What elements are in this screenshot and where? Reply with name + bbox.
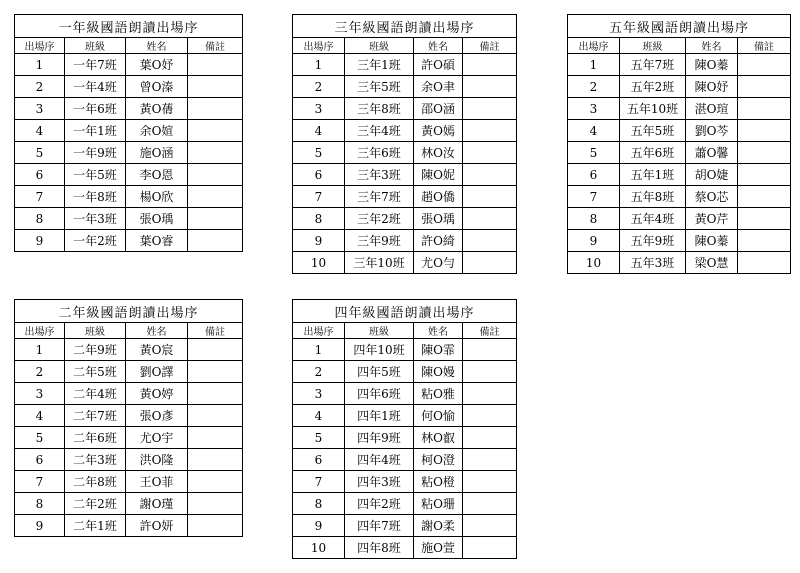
order-header: 出場序 — [15, 323, 65, 339]
name-cell: 李O恩 — [126, 164, 188, 186]
name-cell: 林O叡 — [414, 427, 463, 449]
class-cell: 五年1班 — [620, 164, 686, 186]
name-cell: 葉O妤 — [126, 54, 188, 76]
order-header: 出場序 — [293, 323, 345, 339]
name-cell: 陳O蓁 — [686, 54, 738, 76]
name-cell: 洪O隆 — [126, 449, 188, 471]
order-cell: 9 — [15, 515, 65, 537]
class-header: 班級 — [345, 323, 414, 339]
order-header: 出場序 — [293, 38, 345, 54]
class-header: 班級 — [65, 38, 126, 54]
grade2-order-table — [14, 299, 243, 537]
name-cell: 許O碩 — [414, 54, 463, 76]
order-cell: 4 — [15, 120, 65, 142]
order-cell: 9 — [293, 515, 345, 537]
table-row — [293, 449, 517, 471]
note-cell — [188, 471, 243, 493]
class-cell: 五年6班 — [620, 142, 686, 164]
name-cell: 柯O澄 — [414, 449, 463, 471]
table-row — [293, 361, 517, 383]
table-row — [293, 98, 517, 120]
name-cell: 張O彥 — [126, 405, 188, 427]
name-cell: 張O瑀 — [126, 208, 188, 230]
order-cell: 6 — [15, 449, 65, 471]
name-cell: 許O綺 — [414, 230, 463, 252]
order-cell: 5 — [15, 142, 65, 164]
table-row — [15, 142, 243, 164]
table-row — [568, 76, 791, 98]
name-header: 姓名 — [414, 38, 463, 54]
class-cell: 三年5班 — [345, 76, 414, 98]
table-row — [15, 339, 243, 361]
name-cell: 粘O橙 — [414, 471, 463, 493]
class-cell: 二年5班 — [65, 361, 126, 383]
note-cell — [188, 120, 243, 142]
class-cell: 三年3班 — [345, 164, 414, 186]
note-cell — [463, 493, 517, 515]
class-cell: 五年4班 — [620, 208, 686, 230]
name-cell: 黃O蒨 — [126, 98, 188, 120]
class-cell: 一年4班 — [65, 76, 126, 98]
name-cell: 粘O珊 — [414, 493, 463, 515]
name-cell: 余O聿 — [414, 76, 463, 98]
name-cell: 蔡O芯 — [686, 186, 738, 208]
name-cell: 粘O雅 — [414, 383, 463, 405]
note-header: 備註 — [463, 323, 517, 339]
class-cell: 一年5班 — [65, 164, 126, 186]
note-header: 備註 — [738, 38, 791, 54]
grade4-order-table — [292, 299, 517, 559]
note-cell — [738, 208, 791, 230]
class-cell: 五年7班 — [620, 54, 686, 76]
order-cell: 3 — [15, 383, 65, 405]
order-cell: 3 — [15, 98, 65, 120]
table-row — [293, 383, 517, 405]
note-cell — [738, 186, 791, 208]
name-cell: 黃O宸 — [126, 339, 188, 361]
order-cell: 7 — [293, 471, 345, 493]
table-row — [293, 471, 517, 493]
class-cell: 四年2班 — [345, 493, 414, 515]
order-cell: 4 — [15, 405, 65, 427]
order-cell: 1 — [15, 339, 65, 361]
class-cell: 四年5班 — [345, 361, 414, 383]
class-cell: 四年9班 — [345, 427, 414, 449]
note-cell — [738, 54, 791, 76]
table-row — [15, 98, 243, 120]
order-cell: 6 — [568, 164, 620, 186]
note-header: 備註 — [463, 38, 517, 54]
table-row — [293, 405, 517, 427]
table-row — [293, 120, 517, 142]
class-cell: 五年3班 — [620, 252, 686, 274]
class-cell: 一年9班 — [65, 142, 126, 164]
header-row — [293, 323, 517, 339]
name-cell: 黃O嫣 — [414, 120, 463, 142]
class-cell: 三年10班 — [345, 252, 414, 274]
class-cell: 二年7班 — [65, 405, 126, 427]
note-header: 備註 — [188, 323, 243, 339]
class-cell: 四年8班 — [345, 537, 414, 559]
note-cell — [463, 54, 517, 76]
name-header: 姓名 — [126, 323, 188, 339]
class-header: 班級 — [620, 38, 686, 54]
class-cell: 二年4班 — [65, 383, 126, 405]
order-cell: 2 — [15, 361, 65, 383]
table-row — [15, 230, 243, 252]
name-cell: 楊O欣 — [126, 186, 188, 208]
order-header: 出場序 — [15, 38, 65, 54]
name-header: 姓名 — [126, 38, 188, 54]
table-row — [293, 427, 517, 449]
grade5-order-table — [567, 14, 791, 274]
class-cell: 三年9班 — [345, 230, 414, 252]
order-cell: 10 — [568, 252, 620, 274]
note-cell — [463, 427, 517, 449]
class-cell: 二年1班 — [65, 515, 126, 537]
note-cell — [463, 142, 517, 164]
order-cell: 6 — [293, 164, 345, 186]
class-cell: 五年5班 — [620, 120, 686, 142]
class-cell: 一年1班 — [65, 120, 126, 142]
order-cell: 1 — [293, 54, 345, 76]
order-cell: 7 — [293, 186, 345, 208]
name-cell: 謝O柔 — [414, 515, 463, 537]
note-cell — [463, 186, 517, 208]
order-cell: 9 — [15, 230, 65, 252]
order-cell: 1 — [293, 339, 345, 361]
name-cell: 陳O嫚 — [414, 361, 463, 383]
name-cell: 謝O瑾 — [126, 493, 188, 515]
note-cell — [463, 471, 517, 493]
table-row — [293, 339, 517, 361]
name-cell: 胡O婕 — [686, 164, 738, 186]
class-cell: 五年10班 — [620, 98, 686, 120]
name-cell: 陳O妮 — [414, 164, 463, 186]
class-cell: 二年3班 — [65, 449, 126, 471]
table-row — [293, 142, 517, 164]
table-row — [15, 186, 243, 208]
note-cell — [188, 515, 243, 537]
table-row — [293, 230, 517, 252]
header-row — [568, 38, 791, 54]
name-cell: 葉O睿 — [126, 230, 188, 252]
table-row — [15, 120, 243, 142]
note-cell — [463, 515, 517, 537]
class-cell: 一年2班 — [65, 230, 126, 252]
class-header: 班級 — [65, 323, 126, 339]
table-title: 五年級國語朗讀出場序 — [568, 15, 791, 38]
note-cell — [738, 230, 791, 252]
table-row — [15, 493, 243, 515]
table-row — [15, 54, 243, 76]
note-cell — [738, 142, 791, 164]
order-cell: 9 — [568, 230, 620, 252]
name-cell: 劉O芩 — [686, 120, 738, 142]
name-cell: 蕭O馨 — [686, 142, 738, 164]
name-cell: 施O涵 — [126, 142, 188, 164]
order-cell: 5 — [568, 142, 620, 164]
table-row — [568, 142, 791, 164]
table-row — [568, 120, 791, 142]
note-cell — [463, 120, 517, 142]
note-cell — [188, 186, 243, 208]
note-cell — [188, 98, 243, 120]
note-cell — [463, 405, 517, 427]
name-header: 姓名 — [686, 38, 738, 54]
order-cell: 2 — [293, 361, 345, 383]
order-cell: 8 — [568, 208, 620, 230]
name-cell: 趙O僑 — [414, 186, 463, 208]
table-title: 三年級國語朗讀出場序 — [293, 15, 517, 38]
note-cell — [463, 98, 517, 120]
order-cell: 1 — [15, 54, 65, 76]
name-cell: 王O菲 — [126, 471, 188, 493]
grade1-order-table — [14, 14, 243, 252]
table-row — [293, 54, 517, 76]
table-row — [293, 186, 517, 208]
table-row — [568, 230, 791, 252]
class-cell: 二年8班 — [65, 471, 126, 493]
note-cell — [188, 164, 243, 186]
table-row — [15, 515, 243, 537]
order-cell: 3 — [293, 383, 345, 405]
class-cell: 四年6班 — [345, 383, 414, 405]
order-cell: 9 — [293, 230, 345, 252]
order-cell: 4 — [293, 405, 345, 427]
class-header: 班級 — [345, 38, 414, 54]
note-cell — [188, 54, 243, 76]
note-cell — [463, 230, 517, 252]
order-cell: 5 — [293, 142, 345, 164]
name-cell: 陳O霏 — [414, 339, 463, 361]
table-row — [293, 164, 517, 186]
class-cell: 二年2班 — [65, 493, 126, 515]
table-row — [15, 471, 243, 493]
note-cell — [738, 98, 791, 120]
note-cell — [188, 405, 243, 427]
table-row — [568, 54, 791, 76]
order-cell: 1 — [568, 54, 620, 76]
class-cell: 二年6班 — [65, 427, 126, 449]
class-cell: 三年7班 — [345, 186, 414, 208]
name-cell: 尤O勻 — [414, 252, 463, 274]
table-row — [293, 493, 517, 515]
header-row — [15, 323, 243, 339]
table-row — [15, 76, 243, 98]
table-row — [15, 383, 243, 405]
table-title: 四年級國語朗讀出場序 — [293, 300, 517, 323]
table-row — [293, 208, 517, 230]
name-cell: 劉O譯 — [126, 361, 188, 383]
table-row — [15, 164, 243, 186]
class-cell: 一年6班 — [65, 98, 126, 120]
order-cell: 8 — [293, 208, 345, 230]
class-cell: 三年1班 — [345, 54, 414, 76]
class-cell: 三年2班 — [345, 208, 414, 230]
table-title: 一年級國語朗讀出場序 — [15, 15, 243, 38]
class-cell: 二年9班 — [65, 339, 126, 361]
order-cell: 8 — [15, 208, 65, 230]
header-row — [293, 38, 517, 54]
table-row — [568, 186, 791, 208]
table-row — [293, 252, 517, 274]
order-cell: 7 — [568, 186, 620, 208]
name-cell: 張O瑀 — [414, 208, 463, 230]
order-cell: 2 — [568, 76, 620, 98]
name-cell: 陳O妤 — [686, 76, 738, 98]
table-row — [15, 361, 243, 383]
note-cell — [188, 208, 243, 230]
order-cell: 8 — [15, 493, 65, 515]
class-cell: 四年1班 — [345, 405, 414, 427]
name-cell: 梁O慧 — [686, 252, 738, 274]
class-cell: 一年7班 — [65, 54, 126, 76]
name-header: 姓名 — [414, 323, 463, 339]
note-cell — [463, 449, 517, 471]
note-cell — [188, 361, 243, 383]
header-row — [15, 38, 243, 54]
note-cell — [463, 537, 517, 559]
name-cell: 曾O溱 — [126, 76, 188, 98]
note-cell — [463, 383, 517, 405]
note-cell — [188, 76, 243, 98]
grade3-order-table — [292, 14, 517, 274]
class-cell: 四年7班 — [345, 515, 414, 537]
note-cell — [463, 252, 517, 274]
note-cell — [463, 339, 517, 361]
order-cell: 6 — [293, 449, 345, 471]
order-cell: 2 — [15, 76, 65, 98]
note-cell — [188, 383, 243, 405]
order-cell: 3 — [293, 98, 345, 120]
order-cell: 5 — [293, 427, 345, 449]
name-cell: 尤O宇 — [126, 427, 188, 449]
order-cell: 10 — [293, 252, 345, 274]
table-row — [15, 427, 243, 449]
table-title: 二年級國語朗讀出場序 — [15, 300, 243, 323]
order-cell: 8 — [293, 493, 345, 515]
name-cell: 邵O涵 — [414, 98, 463, 120]
order-cell: 10 — [293, 537, 345, 559]
class-cell: 一年8班 — [65, 186, 126, 208]
table-row — [568, 208, 791, 230]
name-cell: 湛O瑄 — [686, 98, 738, 120]
order-cell: 4 — [293, 120, 345, 142]
class-cell: 四年10班 — [345, 339, 414, 361]
table-row — [568, 98, 791, 120]
note-cell — [188, 449, 243, 471]
class-cell: 三年8班 — [345, 98, 414, 120]
note-cell — [738, 76, 791, 98]
class-cell: 三年6班 — [345, 142, 414, 164]
order-cell: 3 — [568, 98, 620, 120]
name-cell: 余O媗 — [126, 120, 188, 142]
class-cell: 一年3班 — [65, 208, 126, 230]
table-row — [293, 537, 517, 559]
note-cell — [463, 208, 517, 230]
note-header: 備註 — [188, 38, 243, 54]
note-cell — [738, 120, 791, 142]
order-cell: 7 — [15, 186, 65, 208]
class-cell: 五年9班 — [620, 230, 686, 252]
name-cell: 林O汝 — [414, 142, 463, 164]
note-cell — [463, 361, 517, 383]
table-row — [568, 164, 791, 186]
name-cell: 黃O芹 — [686, 208, 738, 230]
note-cell — [188, 493, 243, 515]
order-cell: 5 — [15, 427, 65, 449]
note-cell — [463, 164, 517, 186]
note-cell — [463, 76, 517, 98]
table-row — [15, 449, 243, 471]
class-cell: 五年8班 — [620, 186, 686, 208]
table-row — [15, 405, 243, 427]
table-row — [15, 208, 243, 230]
note-cell — [188, 339, 243, 361]
note-cell — [738, 164, 791, 186]
class-cell: 四年4班 — [345, 449, 414, 471]
name-cell: 何O愉 — [414, 405, 463, 427]
order-cell: 7 — [15, 471, 65, 493]
class-cell: 四年3班 — [345, 471, 414, 493]
note-cell — [188, 230, 243, 252]
note-cell — [188, 142, 243, 164]
order-cell: 4 — [568, 120, 620, 142]
note-cell — [188, 427, 243, 449]
order-header: 出場序 — [568, 38, 620, 54]
table-row — [293, 515, 517, 537]
name-cell: 陳O蓁 — [686, 230, 738, 252]
class-cell: 三年4班 — [345, 120, 414, 142]
class-cell: 五年2班 — [620, 76, 686, 98]
order-cell: 2 — [293, 76, 345, 98]
table-row — [293, 76, 517, 98]
table-row — [568, 252, 791, 274]
name-cell: 許O妍 — [126, 515, 188, 537]
name-cell: 黃O婷 — [126, 383, 188, 405]
order-cell: 6 — [15, 164, 65, 186]
note-cell — [738, 252, 791, 274]
name-cell: 施O萱 — [414, 537, 463, 559]
